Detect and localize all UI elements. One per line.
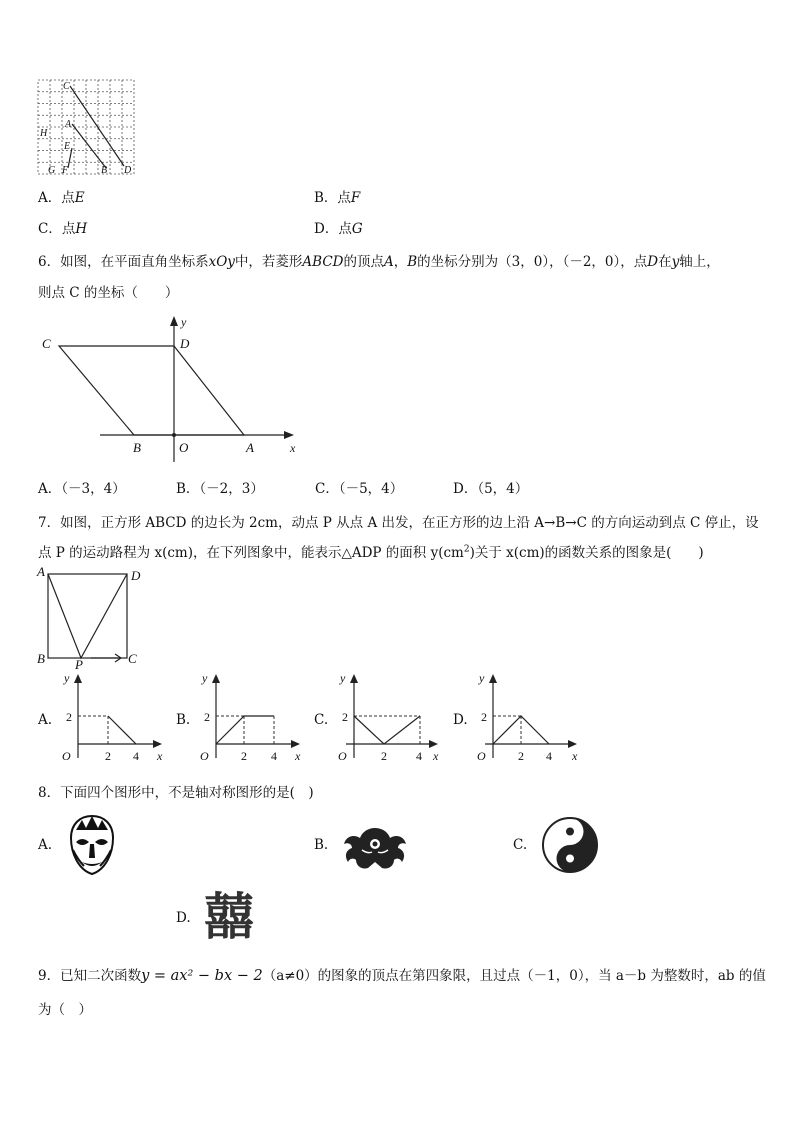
q7-graph-d[interactable] [471, 668, 591, 764]
q5-option-d-var: G [351, 221, 363, 237]
q7-triangle-adp [48, 574, 127, 658]
yinyang-dark-dot [566, 828, 574, 836]
q5-option-c[interactable] [38, 217, 87, 237]
q6-rhombus-figure [36, 310, 316, 460]
q8-opera-mask-image[interactable] [64, 814, 120, 876]
q9-stem-line1 [38, 964, 766, 984]
q7-option-d-label[interactable]: D. [453, 712, 468, 728]
label-x: x [295, 749, 301, 763]
q7-text: )关于 x(cm)的函数关系的图象是( ) [469, 545, 704, 561]
q7-graph-c[interactable] [332, 668, 452, 764]
q7-graph-b[interactable] [194, 668, 314, 764]
q5-label-g: G [48, 165, 56, 176]
label-2: 2 [66, 710, 72, 724]
q6-var-y: y [671, 254, 680, 270]
arrow-y [489, 674, 497, 683]
q6-text: 中，若菱形 [234, 254, 303, 270]
q6-label-c: C [42, 336, 51, 351]
q5-label-c: C [63, 81, 70, 92]
q5-option-a-key: A．点 [38, 190, 75, 206]
q6-label-y: y [181, 315, 187, 329]
arrow-y [74, 674, 82, 683]
q6-label-d: D [180, 336, 190, 351]
q7-option-c-label[interactable]: C. [314, 712, 329, 728]
q6-option-b[interactable]: B．（－2，3） [176, 481, 264, 497]
q5-option-c-var: H [75, 221, 88, 237]
q6-label-b: B [133, 440, 141, 455]
q5-option-d-key: D．点 [314, 221, 352, 237]
q7-label-a: A [37, 564, 45, 579]
tick-2: 2 [241, 749, 247, 763]
q5-option-a-var: E [74, 190, 85, 206]
arrow-x [153, 740, 162, 748]
q9-formula: y = ax² − bx − 2 [141, 968, 263, 984]
q6-text: ， [393, 254, 408, 270]
dragon-pearl-core [373, 842, 378, 847]
q5-option-c-key: C．点 [38, 221, 76, 237]
q6-label-o: O [179, 440, 189, 455]
q6-x-arrow [284, 431, 294, 439]
tick-4: 4 [271, 749, 277, 763]
yinyang-light-dot [566, 855, 574, 863]
label-x: x [572, 749, 578, 763]
q6-stem-line2: 则点 C 的坐标（ ） [38, 285, 179, 301]
q7-label-c: C [128, 651, 137, 666]
q5-label-b: B [101, 165, 108, 176]
q6-option-c[interactable]: C．（－5，4） [315, 481, 404, 497]
q9-stem-line2: 为（ ） [38, 1002, 92, 1018]
q5-segment-ab [72, 124, 106, 168]
q6-text: 的坐标分别为（3，0），（－2，0），点 [417, 254, 648, 270]
label-2: 2 [481, 710, 487, 724]
tick-2: 2 [518, 749, 524, 763]
label-x: x [433, 749, 439, 763]
q7-stem-line1: 7．如图，正方形 ABCD 的边长为 2cm，动点 P 从点 A 出发，在正方形的边上沿 A→B→C 的方向运动到点 C 停止，设 [38, 515, 759, 531]
q5-label-f: F [62, 165, 69, 176]
q8-option-a-label[interactable]: A. [38, 837, 53, 853]
q6-stem-line1 [38, 250, 720, 270]
tick-2: 2 [381, 749, 387, 763]
q6-text: 6．如图，在平面直角坐标系 [38, 254, 209, 270]
label-o: O [62, 749, 71, 763]
q6-label-x: x [290, 441, 296, 455]
arrow-y [212, 674, 220, 683]
q7-stem-line2 [38, 541, 704, 561]
q5-grid-figure [38, 80, 138, 176]
q6-y-arrow [170, 316, 178, 326]
q8-option-b-label[interactable]: B. [314, 837, 329, 853]
q6-option-a[interactable]: A．（－3，4） [38, 481, 126, 497]
label-o: O [200, 749, 209, 763]
q7-label-b: B [37, 651, 45, 666]
tick-4: 4 [133, 749, 139, 763]
q7-graph-a[interactable] [56, 668, 176, 764]
graph-curve [493, 716, 549, 744]
q8-double-happiness-image[interactable]: 囍 [204, 888, 252, 946]
arrow-x [291, 740, 300, 748]
tick-4: 4 [416, 749, 422, 763]
q7-label-d: D [131, 568, 141, 583]
q7-option-a-label[interactable]: A. [38, 712, 53, 728]
q5-option-a[interactable] [38, 186, 85, 206]
arrow-y [350, 674, 358, 683]
q5-segment-cd [70, 86, 124, 166]
label-y: y [479, 671, 485, 685]
label-x: x [157, 749, 163, 763]
q6-var-xoy: xOy [208, 254, 235, 270]
arrow-x [429, 740, 438, 748]
q6-option-d[interactable]: D．（5，4） [453, 481, 529, 497]
q6-text: 轴上， [679, 254, 720, 270]
arrow-x [568, 740, 577, 748]
label-y: y [64, 671, 70, 685]
q9-text: （a≠0）的图象的顶点在第四象限，且过点（－1，0），当 a－b 为整数时，ab 的值 [262, 968, 766, 984]
q8-option-c-label[interactable]: C. [513, 837, 528, 853]
q8-dragon-pattern-image[interactable] [340, 822, 410, 872]
q5-label-e: E [64, 141, 71, 152]
q7-option-b-label[interactable]: B. [176, 712, 191, 728]
q8-stem: 8．下面四个图形中，不是轴对称图形的是( ) [38, 785, 314, 801]
q6-var-a: A [383, 254, 394, 270]
label-o: O [338, 749, 347, 763]
label-o: O [477, 749, 486, 763]
q7-square-figure [36, 566, 156, 670]
q7-sup: 2 [463, 544, 470, 555]
graph-curve [216, 716, 274, 744]
label-2: 2 [204, 710, 210, 724]
q6-origin-dot [172, 433, 176, 437]
tick-2: 2 [105, 749, 111, 763]
q6-var-b: B [407, 254, 418, 270]
label-y: y [340, 671, 346, 685]
graph-curve [354, 716, 420, 744]
q6-label-a: A [246, 440, 254, 455]
q5-option-b-var: F [350, 190, 361, 206]
label-2: 2 [342, 710, 348, 724]
q5-option-b-key: B．点 [314, 190, 351, 206]
q9-text: 9．已知二次函数 [38, 968, 142, 984]
q8-yin-yang-image[interactable] [541, 816, 599, 874]
q6-text: 的顶点 [343, 254, 384, 270]
label-y: y [202, 671, 208, 685]
q5-label-h: H [40, 128, 48, 139]
q7-label-p: P [75, 657, 83, 672]
q6-text: 在 [658, 254, 672, 270]
q6-rhombus [59, 346, 244, 435]
q5-label-d: D [124, 165, 132, 176]
graph-curve [108, 716, 136, 744]
q7-text: 点 P 的运动路程为 x(cm)，在下列图象中，能表示△ADP 的面积 y(cm [38, 545, 464, 561]
tick-4: 4 [546, 749, 552, 763]
q8-option-d-label[interactable]: D. [176, 910, 191, 926]
q5-option-d[interactable] [314, 217, 363, 237]
q6-var-abcd: ABCD [302, 254, 344, 270]
q5-label-a: A [65, 119, 72, 130]
q6-var-d: D [647, 254, 659, 270]
mask-nose [89, 844, 95, 858]
q5-option-b[interactable] [314, 186, 360, 206]
